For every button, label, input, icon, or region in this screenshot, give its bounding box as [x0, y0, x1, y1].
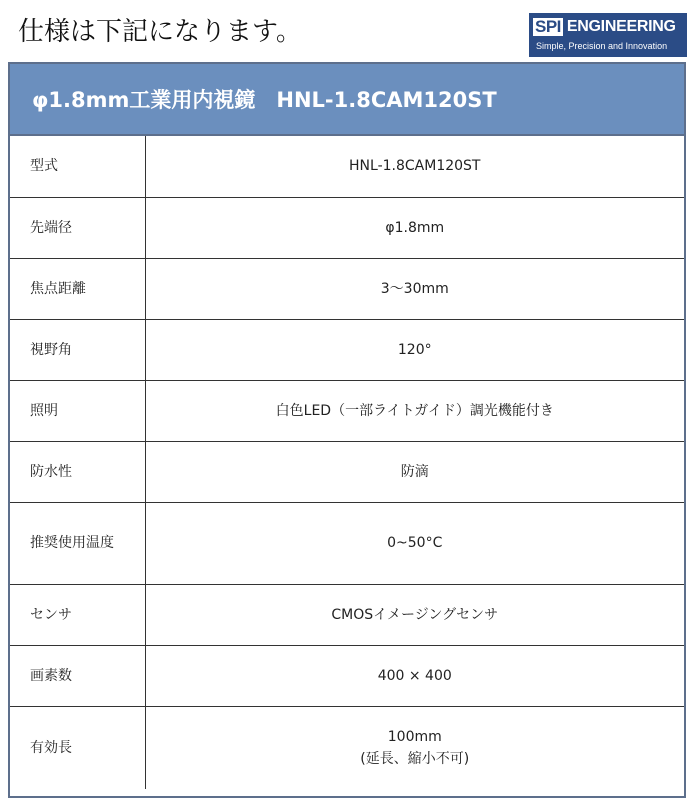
row-label: センサ — [10, 584, 145, 645]
row-value: φ1.8mm — [145, 197, 684, 258]
spec-sheet — [8, 62, 686, 798]
spec-table — [10, 136, 684, 789]
row-label: 有効長 — [10, 706, 145, 789]
logo-name: ENGINEERING — [566, 18, 676, 35]
row-value: 400 × 400 — [145, 645, 684, 706]
table-row — [10, 380, 684, 441]
row-value: 3〜30mm — [145, 258, 684, 319]
table-row — [10, 584, 684, 645]
row-value: CMOSイメージングセンサ — [145, 584, 684, 645]
row-label: 焦点距離 — [10, 258, 145, 319]
row-value: 0~50°C — [145, 502, 684, 584]
table-row — [10, 441, 684, 502]
logo-mark: SPI — [535, 17, 561, 36]
row-label: 画素数 — [10, 645, 145, 706]
row-label: 視野角 — [10, 319, 145, 380]
table-row — [10, 645, 684, 706]
row-value: 防滴 — [145, 441, 684, 502]
row-label: 先端径 — [10, 197, 145, 258]
row-value: 100mm (延長、縮小不可) — [360, 728, 470, 767]
row-value: 120° — [145, 319, 684, 380]
logo-wordmark — [533, 16, 683, 38]
row-label: 推奨使用温度 — [10, 502, 145, 584]
intro-text: 仕様は下記になります。 — [18, 17, 302, 47]
row-value: 白色LED（一部ライトガイド）調光機能付き — [145, 380, 684, 441]
row-label: 照明 — [10, 380, 145, 441]
table-row — [10, 319, 684, 380]
table-row — [10, 706, 684, 789]
row-label: 防水性 — [10, 441, 145, 502]
spec-title: φ1.8mm工業用内視鏡 HNL-1.8CAM120ST — [10, 64, 684, 136]
row-label: 型式 — [10, 136, 145, 197]
row-value: HNL-1.8CAM120ST — [145, 136, 684, 197]
table-row — [10, 258, 684, 319]
logo-tagline: Simple, Precision and Innovation — [536, 41, 668, 51]
table-row — [10, 502, 684, 584]
table-row — [10, 136, 684, 197]
table-row — [10, 197, 684, 258]
spi-engineering-logo — [529, 13, 687, 57]
